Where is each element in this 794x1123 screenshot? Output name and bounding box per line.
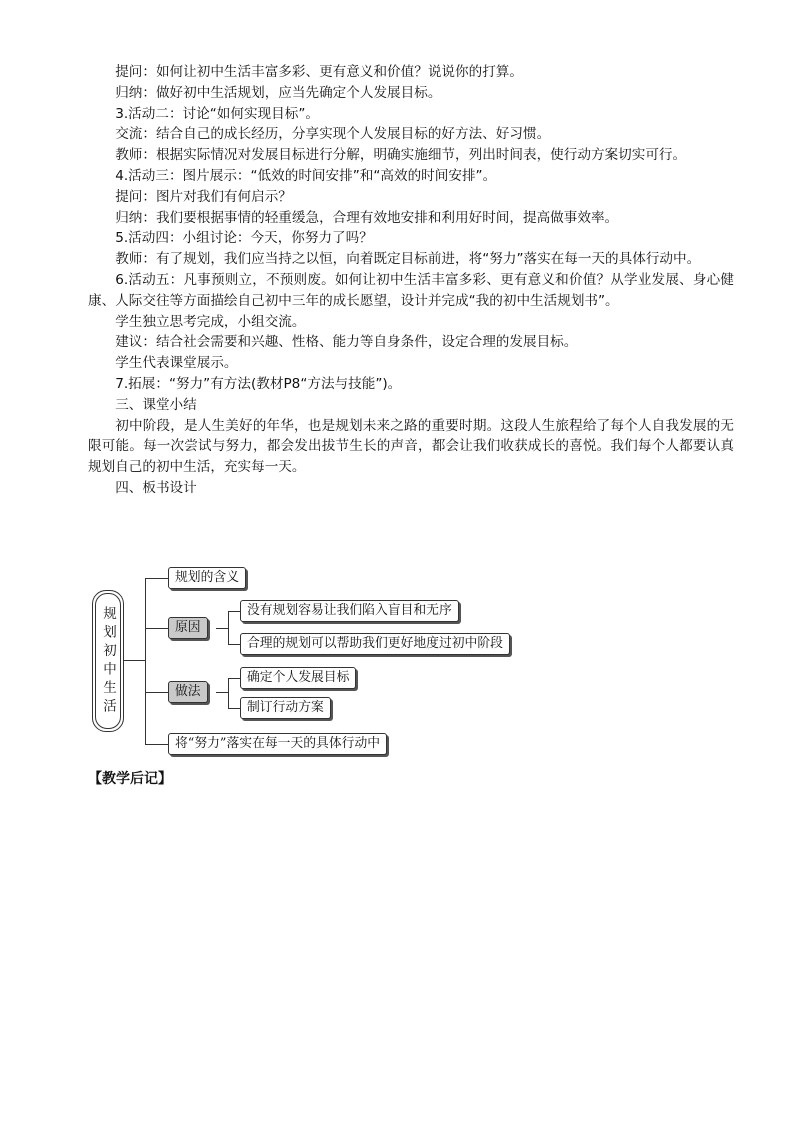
connector <box>123 660 145 661</box>
connector <box>145 692 168 693</box>
paragraph: 学生独立思考完成，小组交流。 <box>115 313 306 330</box>
connector <box>145 628 168 629</box>
paragraph: 归纳：做好初中生活规划，应当先确定个人发展目标。 <box>115 84 442 101</box>
connector <box>228 678 240 679</box>
connector <box>145 578 146 744</box>
section-heading: 四、板书设计 <box>115 479 197 496</box>
connector <box>228 708 240 709</box>
connector <box>228 611 229 644</box>
connector <box>228 678 229 708</box>
section-heading: 三、课堂小结 <box>115 396 197 413</box>
teaching-postscript-heading: 【教学后记】 <box>88 771 172 787</box>
connector <box>216 692 228 693</box>
board-node-meaning: 规划的含义 <box>168 567 246 589</box>
paragraph: 6.活动五：凡事预则立，不预则废。如何让初中生活丰富多彩、更有意义和价值？从学业发展、身心健康、人际交往等方面描绘自己初中三年的成长愿望，设计并完成“我的初中生活规划书”。 <box>88 271 734 309</box>
board-node-effort: 将“努力”落实在每一天的具体行动中 <box>168 733 387 755</box>
board-root-label: 规划初中生活 <box>100 605 116 717</box>
paragraph: 7.拓展：“努力”有方法(教材P8“方法与技能”)。 <box>115 375 402 392</box>
paragraph: 提问：图片对我们有何启示？ <box>115 188 292 205</box>
board-node-method-1: 确定个人发展目标 <box>240 667 356 689</box>
connector <box>145 744 168 745</box>
paragraph: 学生代表课堂展示。 <box>115 355 238 372</box>
board-node-method: 做法 <box>168 681 208 703</box>
paragraph: 教师：有了规划，我们应当持之以恒，向着既定目标前进，将“努力”落实在每一天的具体行动中。 <box>115 251 701 268</box>
paragraph: 提问：如何让初中生活丰富多彩、更有意义和价值？说说你的打算。 <box>115 64 523 80</box>
paragraph: 3.活动二：讨论“如何实现目标”。 <box>115 105 319 122</box>
connector <box>216 628 228 629</box>
board-node-reason-2: 合理的规划可以帮助我们更好地度过初中阶段 <box>240 633 510 655</box>
paragraph: 建议：结合社会需要和兴趣、性格、能力等自身条件，设定合理的发展目标。 <box>115 334 578 351</box>
lesson-body <box>88 62 734 499</box>
paragraph: 交流：结合自己的成长经历，分享实现个人发展目标的好方法、好习惯。 <box>115 126 551 143</box>
board-node-method-2: 制订行动方案 <box>240 697 331 719</box>
paragraph: 归纳：我们要根据事情的轻重缓急，合理有效地安排和利用好时间，提高做事效率。 <box>115 209 619 226</box>
connector <box>145 578 168 579</box>
connector <box>228 611 240 612</box>
board-node-reason-1: 没有规划容易让我们陷入盲目和无序 <box>240 600 459 622</box>
paragraph: 初中阶段，是人生美好的年华，也是规划未来之路的重要时期。这段人生旅程给了每个人自我发展的无限可能。每一次尝试与努力，都会发出拔节生长的声音，都会让我们收获成长的喜悦。我们每个人都要认真规划自己的初中生活，充实每一天。 <box>88 417 734 476</box>
board-root-box <box>92 590 124 732</box>
paragraph: 4.活动三：图片展示：“低效的时间安排”和“高效的时间安排”。 <box>115 167 497 184</box>
paragraph: 教师：根据实际情况对发展目标进行分解，明确实施细节，列出时间表，使行动方案切实可行。 <box>115 147 687 164</box>
paragraph: 5.活动四：小组讨论：今天，你努力了吗？ <box>115 230 373 247</box>
board-node-reason: 原因 <box>168 617 208 639</box>
connector <box>228 644 240 645</box>
